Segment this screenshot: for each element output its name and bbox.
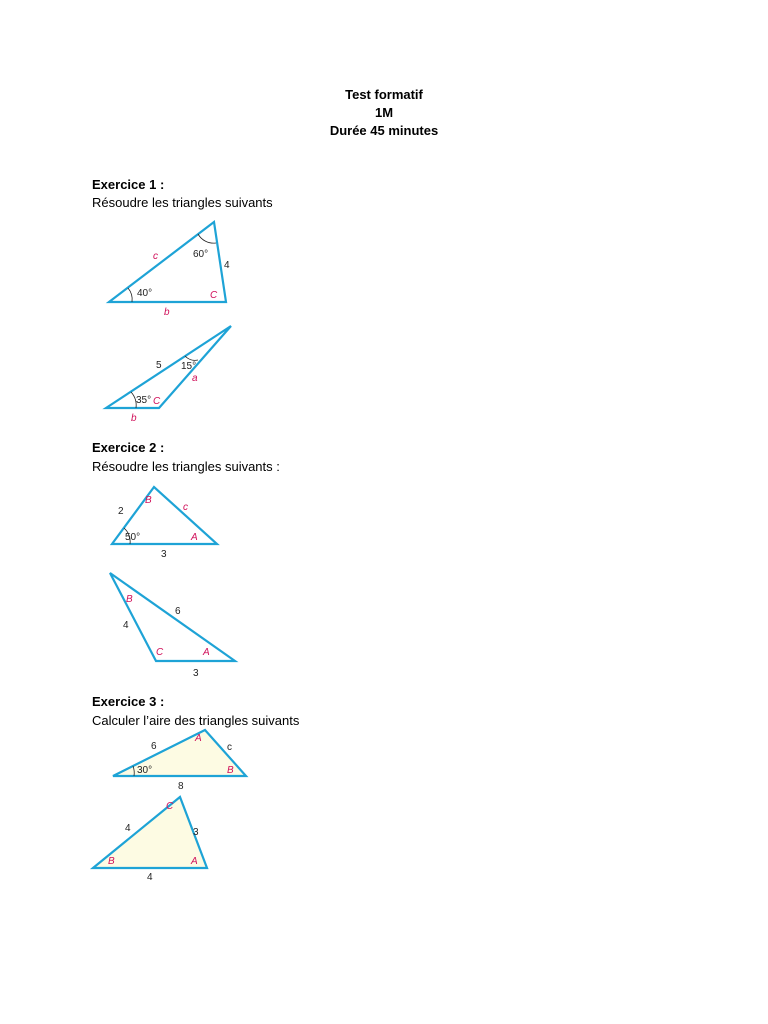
label-side-2: 2 (118, 506, 124, 517)
label-side-8: 8 (178, 781, 184, 792)
test-title: Test formatif (345, 87, 423, 102)
label-vertex-A: A (191, 856, 198, 867)
label-side-3: 3 (193, 827, 199, 838)
label-side-3: 3 (161, 549, 167, 560)
label-side-3: 3 (193, 668, 199, 679)
exercise-1-instruction: Résoudre les triangles suivants (92, 195, 273, 210)
label-angle-40: 40° (137, 288, 153, 299)
label-angle-15: 15° (181, 361, 197, 372)
label-vertex-A: A (191, 532, 198, 543)
exercise-2-instruction: Résoudre les triangles suivants : (92, 459, 280, 474)
label-angle-50: 50° (125, 532, 141, 543)
label-vertex-A: A (203, 647, 210, 658)
label-side-b: b (131, 413, 137, 424)
label-side-a: a (192, 373, 198, 384)
label-vertex-B: B (227, 765, 234, 776)
label-vertex-B: B (145, 495, 152, 506)
label-side-c: c (153, 251, 158, 262)
label-side-b: b (164, 307, 170, 318)
label-vertex-C: C (153, 396, 161, 407)
duration: Durée 45 minutes (329, 123, 439, 138)
label-side-c: c (183, 502, 188, 513)
label-vertex-A: A (195, 733, 202, 744)
label-angle-30: 30° (137, 765, 153, 776)
exercise-3-title: Exercice 3 : (92, 694, 165, 709)
label-vertex-C: C (166, 801, 174, 812)
exercise-2-title: Exercice 2 : (92, 440, 165, 455)
class-level: 1M (374, 105, 394, 120)
label-side-6: 6 (175, 606, 181, 617)
label-vertex-C: C (210, 290, 218, 301)
exercise-3-instruction: Calculer l’aire des triangles suivants (92, 713, 300, 728)
label-vertex-C: C (156, 647, 164, 658)
label-vertex-B: B (126, 594, 133, 605)
exercise-1-title: Exercice 1 : (92, 177, 165, 192)
label-angle-60: 60° (193, 249, 209, 260)
label-angle-35: 35° (136, 395, 152, 406)
label-vertex-B: B (108, 856, 115, 867)
label-side-4: 4 (224, 260, 230, 271)
label-side-4: 4 (123, 620, 129, 631)
label-side-6: 6 (151, 741, 157, 752)
label-side-c: c (227, 742, 232, 753)
label-side-4-bottom: 4 (147, 872, 153, 883)
label-side-5: 5 (156, 360, 162, 371)
label-side-4: 4 (125, 823, 131, 834)
